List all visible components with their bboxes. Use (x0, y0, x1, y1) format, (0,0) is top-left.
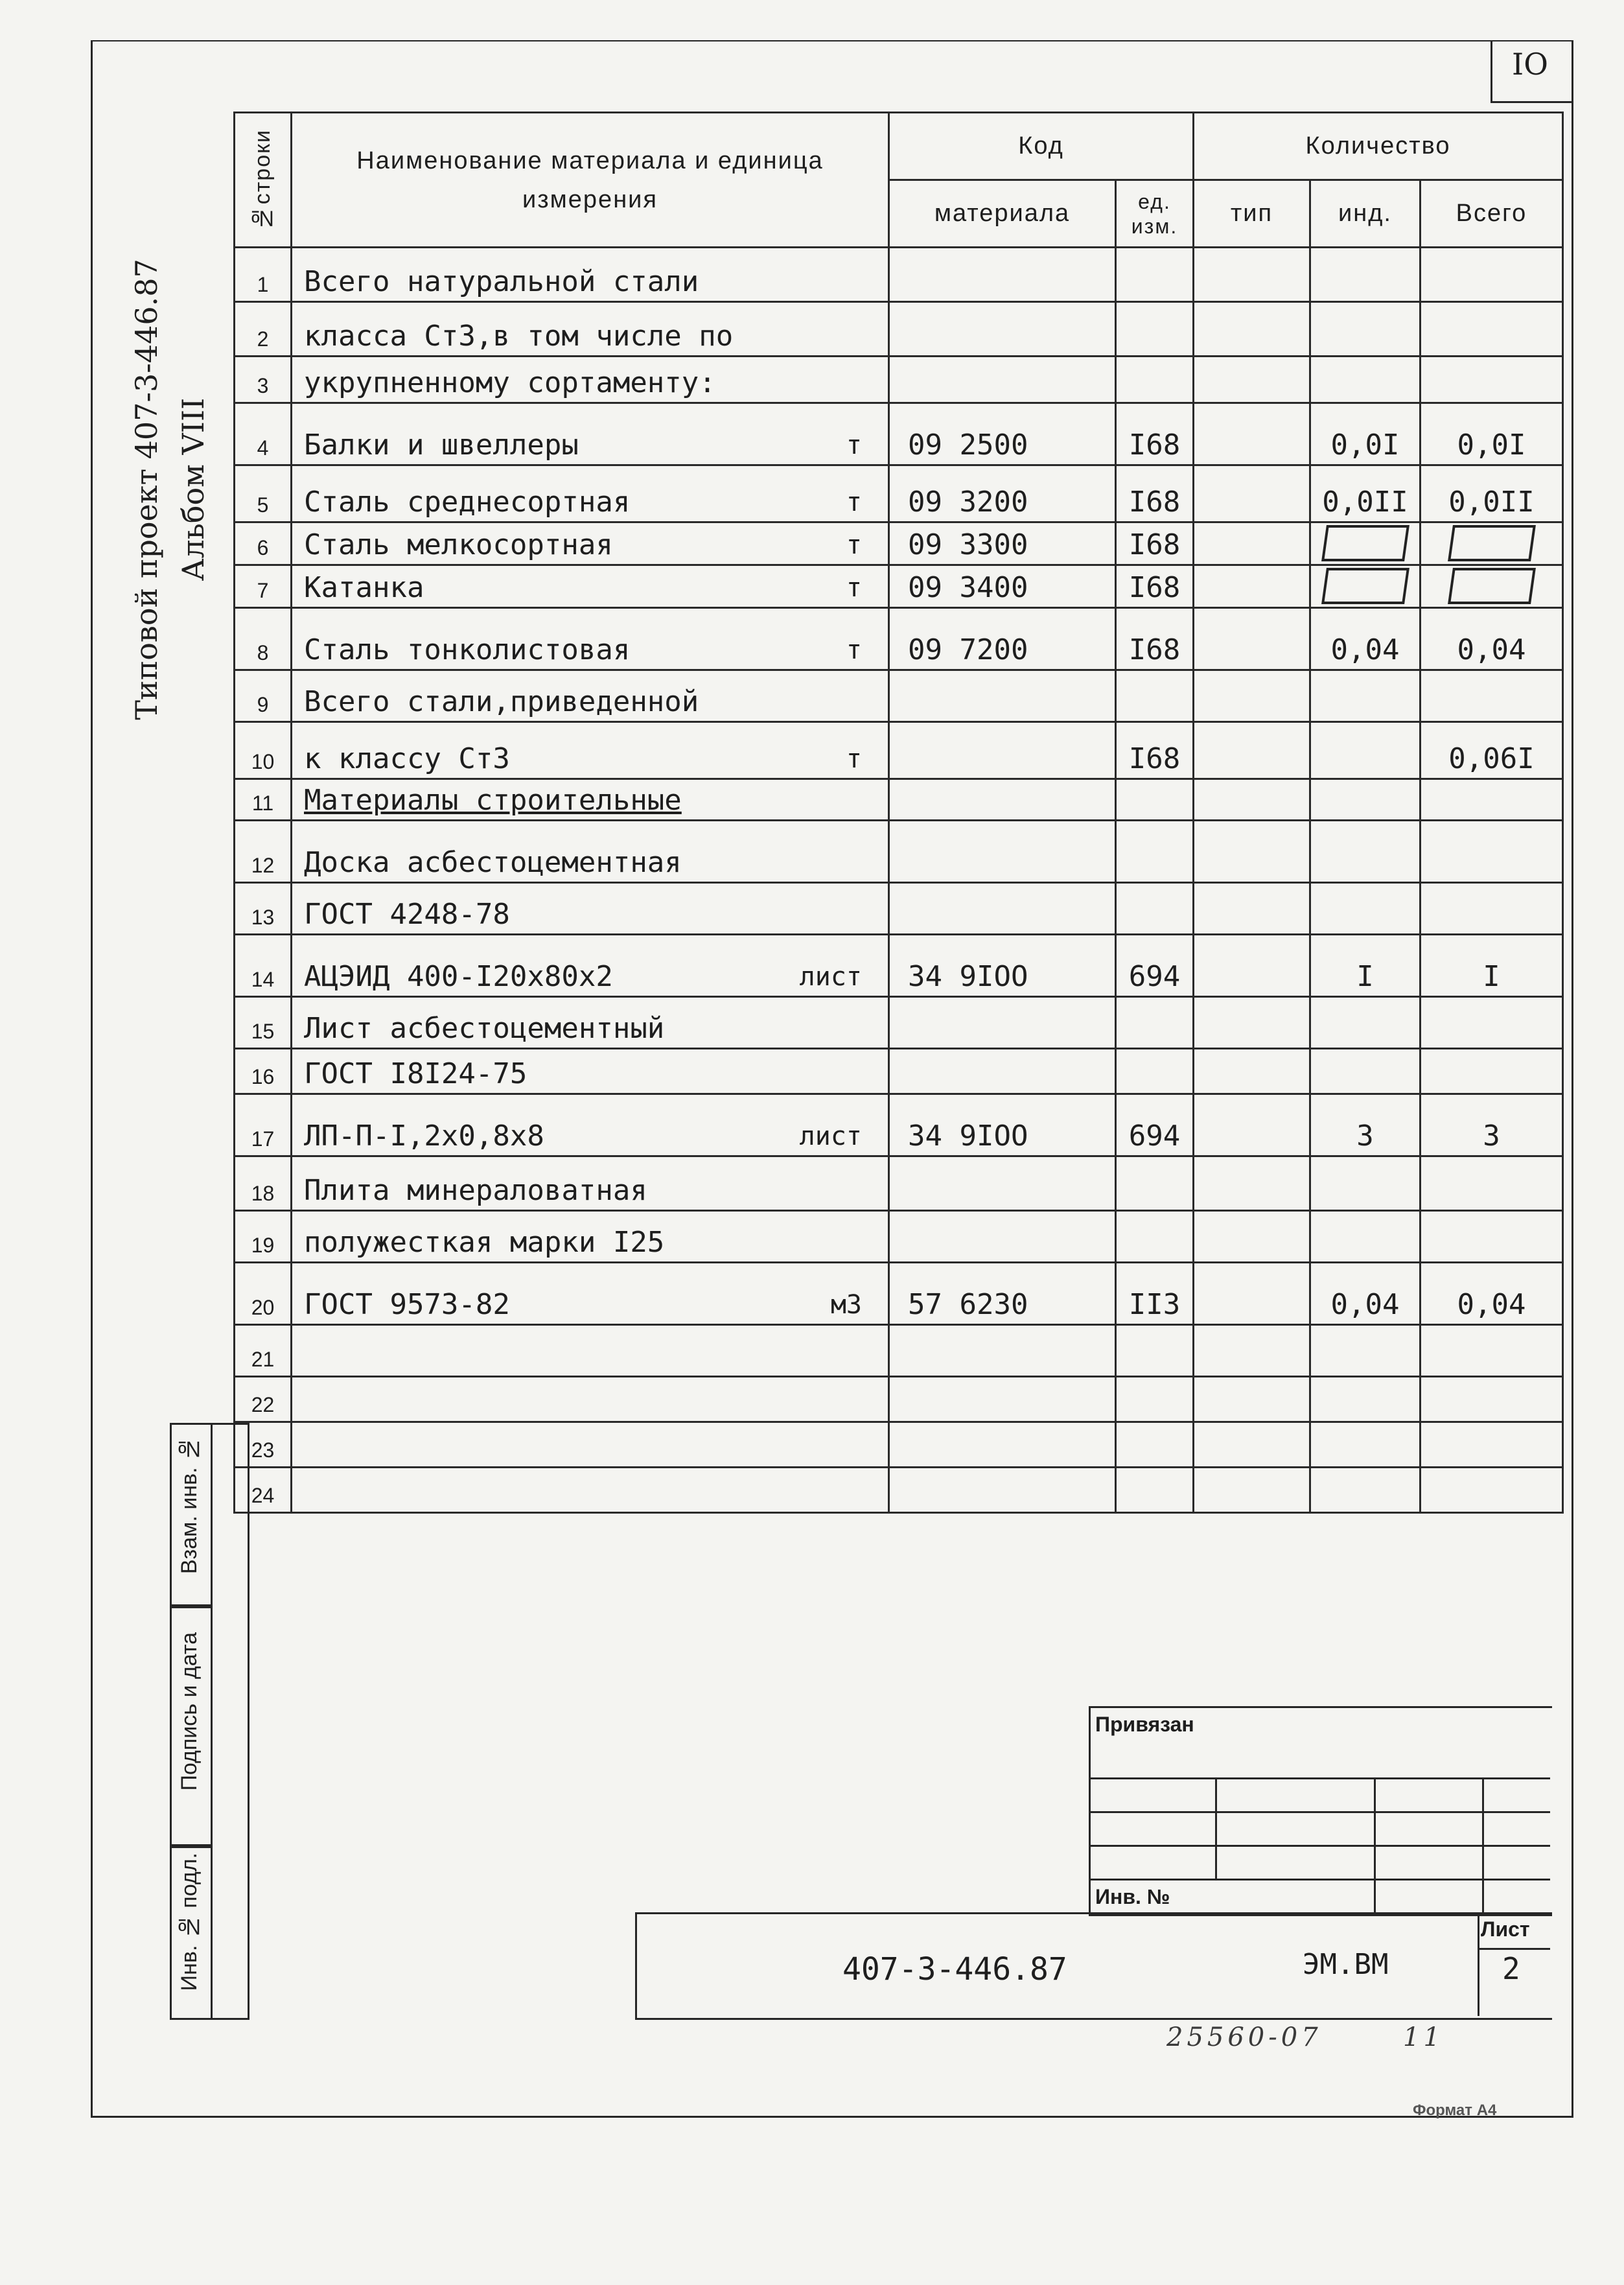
material-name (292, 1377, 889, 1422)
unit-code: I68 (1116, 403, 1194, 465)
table-row (235, 1422, 1563, 1468)
qty-type (1194, 403, 1310, 465)
row-number: 14 (235, 935, 292, 997)
row-number: 6 (235, 522, 292, 565)
qty-total (1421, 565, 1563, 608)
material-code (889, 248, 1116, 302)
qty-total (1421, 1156, 1563, 1211)
material-code: 34 9IOO (889, 1094, 1116, 1156)
sheet-cell-divider (1478, 1912, 1479, 2016)
table-row (235, 821, 1563, 883)
side-stamp-podpis: Подпись и дата (177, 1632, 202, 1791)
table-row (235, 670, 1563, 722)
material-unit: лист (799, 962, 862, 992)
qty-total (1421, 821, 1563, 883)
material-code (889, 1049, 1116, 1094)
material-unit: т (846, 530, 862, 560)
material-unit: м3 (830, 1290, 862, 1320)
header-quantity: Количество (1194, 113, 1563, 180)
row-number: 24 (235, 1468, 292, 1513)
row-number: 17 (235, 1094, 292, 1156)
sheet-number: IO (1512, 47, 1548, 82)
unit-code: 694 (1116, 935, 1194, 997)
material-name-text: АЦЭИД 400-I20х80х2 (304, 960, 613, 993)
material-name-text: Материалы строительные (304, 784, 682, 817)
material-name (292, 403, 889, 465)
material-code: 09 3300 (889, 522, 1116, 565)
qty-type (1194, 1325, 1310, 1377)
header-qty-ind: инд. (1310, 180, 1421, 248)
qty-total: I (1421, 935, 1563, 997)
material-name (292, 1049, 889, 1094)
material-name-text: Лист асбестоцементный (304, 1012, 665, 1045)
side-stamp-divider (248, 1423, 249, 2018)
qty-ind (1310, 357, 1421, 403)
material-code: 34 9IOO (889, 935, 1116, 997)
material-spec-table (233, 111, 1564, 1514)
table-row (235, 1094, 1563, 1156)
row-number: 7 (235, 565, 292, 608)
qty-type (1194, 357, 1310, 403)
material-code (889, 821, 1116, 883)
unit-code (1116, 670, 1194, 722)
material-name (292, 1094, 889, 1156)
material-code (889, 1211, 1116, 1263)
unit-code (1116, 302, 1194, 357)
qty-ind: 0,0II (1310, 465, 1421, 522)
table-row (235, 779, 1563, 821)
qty-type (1194, 565, 1310, 608)
table-row (235, 1049, 1563, 1094)
row-number: 13 (235, 883, 292, 935)
qty-total (1421, 302, 1563, 357)
table-row (235, 565, 1563, 608)
header-qty-total: Всего (1421, 180, 1563, 248)
qty-ind (1310, 883, 1421, 935)
material-name (292, 1468, 889, 1513)
row-number: 5 (235, 465, 292, 522)
qty-type (1194, 248, 1310, 302)
material-code (889, 1156, 1116, 1211)
unit-code (1116, 997, 1194, 1049)
qty-type (1194, 1263, 1310, 1325)
row-number: 11 (235, 779, 292, 821)
material-name-text: Всего натуральной стали (304, 265, 699, 298)
qty-type (1194, 997, 1310, 1049)
unit-code (1116, 248, 1194, 302)
unit-code: I68 (1116, 522, 1194, 565)
header-code-unit: ед. изм. (1116, 180, 1194, 248)
qty-total: 0,04 (1421, 1263, 1563, 1325)
header-code: Код (889, 113, 1194, 180)
table-row (235, 465, 1563, 522)
row-number: 10 (235, 722, 292, 779)
side-stamp-inv: Инв. № подл. (177, 1853, 202, 1991)
qty-total: 0,0II (1421, 465, 1563, 522)
qty-total: 0,06I (1421, 722, 1563, 779)
qty-ind (1310, 302, 1421, 357)
qty-ind: 0,04 (1310, 1263, 1421, 1325)
unit-code: I68 (1116, 608, 1194, 670)
table-row (235, 403, 1563, 465)
material-unit: лист (799, 1121, 862, 1151)
material-name (292, 1211, 889, 1263)
side-stamp-podpis-cell (170, 1604, 213, 1848)
row-number: 4 (235, 403, 292, 465)
table-row (235, 997, 1563, 1049)
qty-total (1421, 522, 1563, 565)
qty-ind (1310, 248, 1421, 302)
material-name (292, 465, 889, 522)
qty-type (1194, 302, 1310, 357)
qty-type (1194, 522, 1310, 565)
unit-code (1116, 1422, 1194, 1468)
unit-code (1116, 1325, 1194, 1377)
row-number: 18 (235, 1156, 292, 1211)
material-name-text: ГОСТ 9573-82 (304, 1288, 510, 1321)
privyazan-label: Привязан (1095, 1713, 1194, 1736)
blanked-value-box (1321, 525, 1409, 561)
qty-type (1194, 935, 1310, 997)
material-code (889, 1325, 1116, 1377)
handwritten-number: 25560-07 (1166, 2022, 1322, 2052)
qty-ind (1310, 1325, 1421, 1377)
qty-type (1194, 465, 1310, 522)
material-name-text: полужесткая марки I25 (304, 1226, 665, 1259)
material-name (292, 357, 889, 403)
table-row (235, 722, 1563, 779)
qty-type (1194, 779, 1310, 821)
qty-ind: 0,0I (1310, 403, 1421, 465)
row-number: 20 (235, 1263, 292, 1325)
table-row (235, 1325, 1563, 1377)
qty-type (1194, 821, 1310, 883)
qty-total (1421, 1422, 1563, 1468)
material-name (292, 248, 889, 302)
side-title-line1: Типовой проект 407-3-446.87 (129, 259, 164, 720)
qty-type (1194, 883, 1310, 935)
table-row (235, 522, 1563, 565)
table-row (235, 1211, 1563, 1263)
qty-ind: 3 (1310, 1094, 1421, 1156)
qty-total (1421, 1325, 1563, 1377)
side-stamp-vzam: Взам. инв. № (177, 1436, 202, 1575)
qty-total (1421, 1468, 1563, 1513)
material-name-text: Катанка (304, 571, 424, 604)
qty-type (1194, 1422, 1310, 1468)
material-name-text: укрупненному сортаменту: (304, 366, 716, 399)
qty-type (1194, 1468, 1310, 1513)
material-name-text: ЛП-П-I,2х0,8х8 (304, 1119, 544, 1153)
qty-ind (1310, 1377, 1421, 1422)
blanked-value-box (1448, 525, 1536, 561)
material-name (292, 1263, 889, 1325)
material-name (292, 821, 889, 883)
table-row (235, 608, 1563, 670)
material-name (292, 1422, 889, 1468)
material-name (292, 565, 889, 608)
material-name-text: Балки и швеллеры (304, 428, 579, 462)
row-number: 16 (235, 1049, 292, 1094)
unit-code: I68 (1116, 565, 1194, 608)
material-name (292, 522, 889, 565)
inv-no-label: Инв. № (1095, 1885, 1170, 1908)
material-name (292, 670, 889, 722)
row-number: 3 (235, 357, 292, 403)
material-code (889, 883, 1116, 935)
sheet-label: Лист (1481, 1917, 1530, 1941)
table-row (235, 302, 1563, 357)
qty-type (1194, 1211, 1310, 1263)
material-name (292, 302, 889, 357)
unit-code: I68 (1116, 465, 1194, 522)
material-name-text: Сталь тонколистовая (304, 633, 631, 666)
qty-type (1194, 1049, 1310, 1094)
unit-code: I68 (1116, 722, 1194, 779)
unit-code (1116, 779, 1194, 821)
header-row-no: №строки (235, 113, 292, 248)
unit-code (1116, 357, 1194, 403)
material-name-text: Доска асбестоцементная (304, 846, 682, 879)
material-code: 09 3400 (889, 565, 1116, 608)
qty-total: 0,0I (1421, 403, 1563, 465)
table-row (235, 1468, 1563, 1513)
format-label: Формат А4 (1413, 2102, 1497, 2119)
material-unit: т (846, 573, 862, 603)
row-number: 23 (235, 1422, 292, 1468)
blanked-value-box (1321, 568, 1409, 604)
material-code (889, 1422, 1116, 1468)
qty-total (1421, 1377, 1563, 1422)
row-number: 22 (235, 1377, 292, 1422)
table-row (235, 248, 1563, 302)
material-name-text: Плита минераловатная (304, 1174, 647, 1207)
designation-block (635, 1912, 1552, 2020)
qty-total (1421, 1049, 1563, 1094)
material-unit: т (846, 430, 862, 460)
qty-total: 0,04 (1421, 608, 1563, 670)
row-number: 1 (235, 248, 292, 302)
qty-type (1194, 1377, 1310, 1422)
material-name (292, 935, 889, 997)
material-name (292, 779, 889, 821)
row-number: 2 (235, 302, 292, 357)
qty-ind (1310, 997, 1421, 1049)
qty-ind (1310, 1211, 1421, 1263)
material-code (889, 1377, 1116, 1422)
material-code (889, 1468, 1116, 1513)
qty-type (1194, 670, 1310, 722)
unit-code (1116, 1049, 1194, 1094)
sheet-value: 2 (1502, 1951, 1520, 1986)
material-name-text: ГОСТ 4248-78 (304, 898, 510, 931)
material-name (292, 883, 889, 935)
table-row (235, 883, 1563, 935)
sheet-cell-hline (1478, 1948, 1550, 1950)
material-name (292, 997, 889, 1049)
unit-code: 694 (1116, 1094, 1194, 1156)
row-number: 15 (235, 997, 292, 1049)
material-name (292, 722, 889, 779)
material-code (889, 357, 1116, 403)
qty-total (1421, 670, 1563, 722)
material-name-text: к классу Ст3 (304, 742, 510, 775)
qty-type (1194, 722, 1310, 779)
qty-ind (1310, 779, 1421, 821)
table-row (235, 1156, 1563, 1211)
material-code (889, 302, 1116, 357)
qty-total (1421, 1211, 1563, 1263)
qty-total (1421, 248, 1563, 302)
unit-code (1116, 821, 1194, 883)
qty-type (1194, 1156, 1310, 1211)
material-code: 09 3200 (889, 465, 1116, 522)
qty-ind: I (1310, 935, 1421, 997)
qty-ind: 0,04 (1310, 608, 1421, 670)
unit-code (1116, 1468, 1194, 1513)
qty-type (1194, 1094, 1310, 1156)
unit-code (1116, 1377, 1194, 1422)
material-name-text: Сталь среднесортная (304, 486, 631, 519)
material-name (292, 1325, 889, 1377)
qty-ind (1310, 670, 1421, 722)
material-name-text: Всего стали,приведенной (304, 685, 699, 718)
handwritten-page: 11 (1403, 2022, 1444, 2052)
material-name-text: класса Ст3,в том числе по (304, 320, 734, 353)
table-row (235, 1377, 1563, 1422)
material-name-text: Сталь мелкосортная (304, 528, 613, 561)
table-body (235, 248, 1563, 1513)
qty-ind (1310, 821, 1421, 883)
qty-ind (1310, 1422, 1421, 1468)
material-name (292, 1156, 889, 1211)
material-code: 09 7200 (889, 608, 1116, 670)
unit-code: II3 (1116, 1263, 1194, 1325)
qty-type (1194, 608, 1310, 670)
document-designation: 407-3-446.87 (842, 1951, 1067, 1987)
qty-ind (1310, 722, 1421, 779)
side-stamp-vzam-cell (170, 1423, 213, 1608)
header-qty-type: тип (1194, 180, 1310, 248)
blanked-value-box (1448, 568, 1536, 604)
qty-total (1421, 357, 1563, 403)
material-name (292, 608, 889, 670)
table-row (235, 935, 1563, 997)
row-number: 12 (235, 821, 292, 883)
material-unit: т (846, 635, 862, 665)
qty-ind (1310, 522, 1421, 565)
material-code (889, 779, 1116, 821)
table-row (235, 1263, 1563, 1325)
document-code: ЭМ.ВМ (1303, 1948, 1389, 1981)
row-number: 8 (235, 608, 292, 670)
material-code (889, 722, 1116, 779)
row-number: 9 (235, 670, 292, 722)
qty-total (1421, 779, 1563, 821)
qty-ind (1310, 565, 1421, 608)
material-name-text: ГОСТ I8I24-75 (304, 1057, 528, 1090)
material-code: 09 2500 (889, 403, 1116, 465)
header-code-material: материала (889, 180, 1116, 248)
qty-total (1421, 883, 1563, 935)
row-number: 21 (235, 1325, 292, 1377)
material-unit: т (846, 744, 862, 774)
qty-total: 3 (1421, 1094, 1563, 1156)
side-title-line2: Альбом VIII (176, 397, 211, 581)
qty-ind (1310, 1468, 1421, 1513)
header-name: Наименование материала и единица измерения (292, 113, 889, 248)
material-unit: т (846, 487, 862, 517)
qty-ind (1310, 1049, 1421, 1094)
material-code (889, 997, 1116, 1049)
material-code (889, 670, 1116, 722)
row-number: 19 (235, 1211, 292, 1263)
side-stamp-inv-cell (170, 1844, 213, 2020)
unit-code (1116, 883, 1194, 935)
material-code: 57 6230 (889, 1263, 1116, 1325)
qty-total (1421, 997, 1563, 1049)
table-row (235, 357, 1563, 403)
unit-code (1116, 1211, 1194, 1263)
qty-ind (1310, 1156, 1421, 1211)
unit-code (1116, 1156, 1194, 1211)
